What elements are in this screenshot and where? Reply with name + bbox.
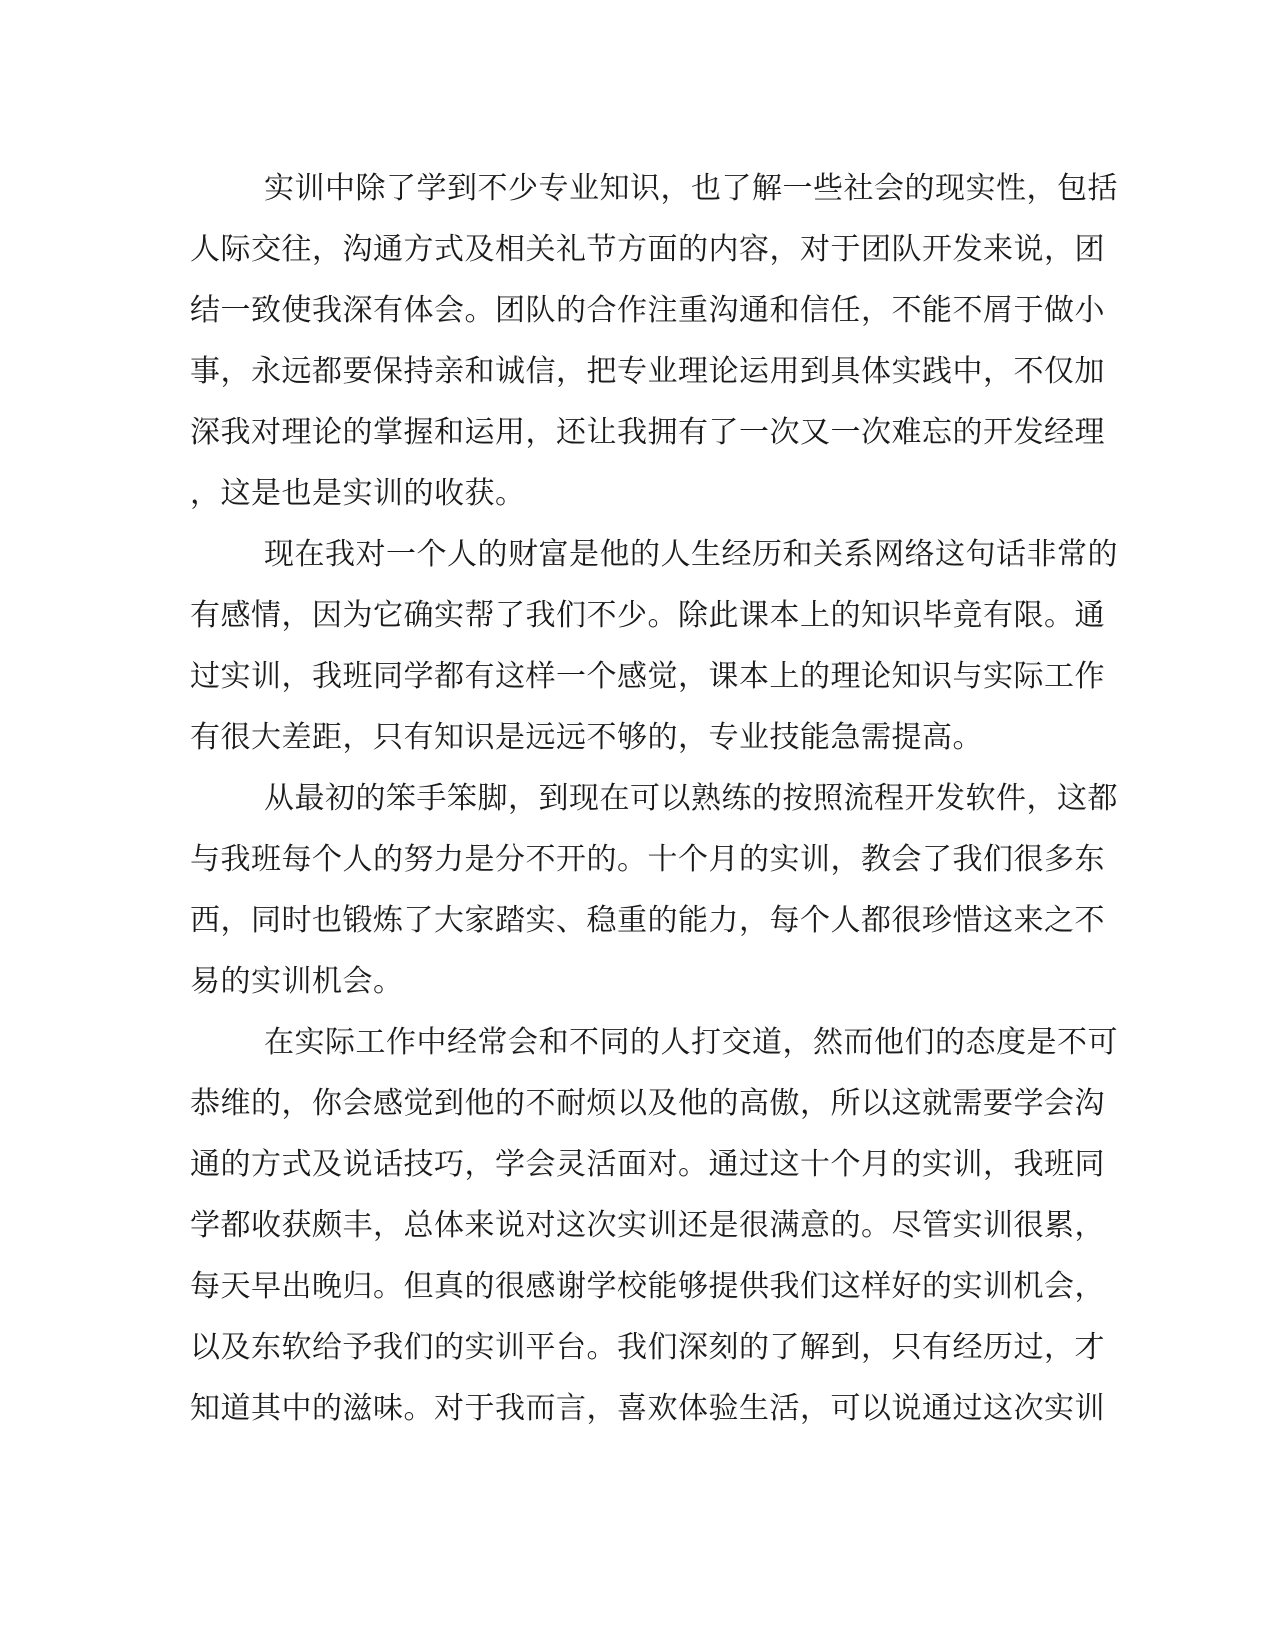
text-line: 事，永远都要保持亲和诚信，把专业理论运用到具体实践中，不仅加 bbox=[190, 354, 1105, 389]
text-line: 每天早出晚归。但真的很感谢学校能够提供我们这样好的实训机会， bbox=[190, 1269, 1105, 1304]
text-line: 与我班每个人的努力是分不开的。十个月的实训，教会了我们很多东 bbox=[190, 842, 1105, 877]
text-line: 现在我对一个人的财富是他的人生经历和关系网络这句话非常的 bbox=[264, 537, 1118, 572]
text-line: 西，同时也锻炼了大家踏实、稳重的能力，每个人都很珍惜这来之不 bbox=[190, 903, 1105, 938]
text-line: 知道其中的滋味。对于我而言，喜欢体验生活，可以说通过这次实训 bbox=[190, 1391, 1105, 1426]
paragraph-1 bbox=[190, 158, 1118, 524]
text-line: 结一致使我深有体会。团队的合作注重沟通和信任，不能不屑于做小 bbox=[190, 293, 1105, 328]
text-line: 恭维的，你会感觉到他的不耐烦以及他的高傲，所以这就需要学会沟 bbox=[190, 1086, 1105, 1121]
text-line: 实训中除了学到不少专业知识，也了解一些社会的现实性，包括 bbox=[264, 171, 1118, 206]
paragraph-2 bbox=[190, 524, 1118, 768]
text-line: 人际交往，沟通方式及相关礼节方面的内容，对于团队开发来说，团 bbox=[190, 232, 1105, 267]
text-line: 在实际工作中经常会和不同的人打交道，然而他们的态度是不可 bbox=[264, 1025, 1118, 1060]
text-line: ，这是也是实训的收获。 bbox=[190, 476, 526, 511]
text-line: 过实训，我班同学都有这样一个感觉，课本上的理论知识与实际工作 bbox=[190, 659, 1105, 694]
text-line: 通的方式及说话技巧，学会灵活面对。通过这十个月的实训，我班同 bbox=[190, 1147, 1105, 1182]
body-text bbox=[190, 158, 1118, 1439]
text-line: 易的实训机会。 bbox=[190, 964, 404, 999]
text-line: 有很大差距，只有知识是远远不够的，专业技能急需提高。 bbox=[190, 720, 983, 755]
paragraph-4 bbox=[190, 1012, 1118, 1439]
paragraph-3 bbox=[190, 768, 1118, 1012]
text-line: 学都收获颇丰，总体来说对这次实训还是很满意的。尽管实训很累， bbox=[190, 1208, 1105, 1243]
text-line: 深我对理论的掌握和运用，还让我拥有了一次又一次难忘的开发经理 bbox=[190, 415, 1105, 450]
text-line: 有感情，因为它确实帮了我们不少。除此课本上的知识毕竟有限。通 bbox=[190, 598, 1105, 633]
text-line: 以及东软给予我们的实训平台。我们深刻的了解到，只有经历过，才 bbox=[190, 1330, 1105, 1365]
text-line: 从最初的笨手笨脚，到现在可以熟练的按照流程开发软件，这都 bbox=[264, 781, 1118, 816]
